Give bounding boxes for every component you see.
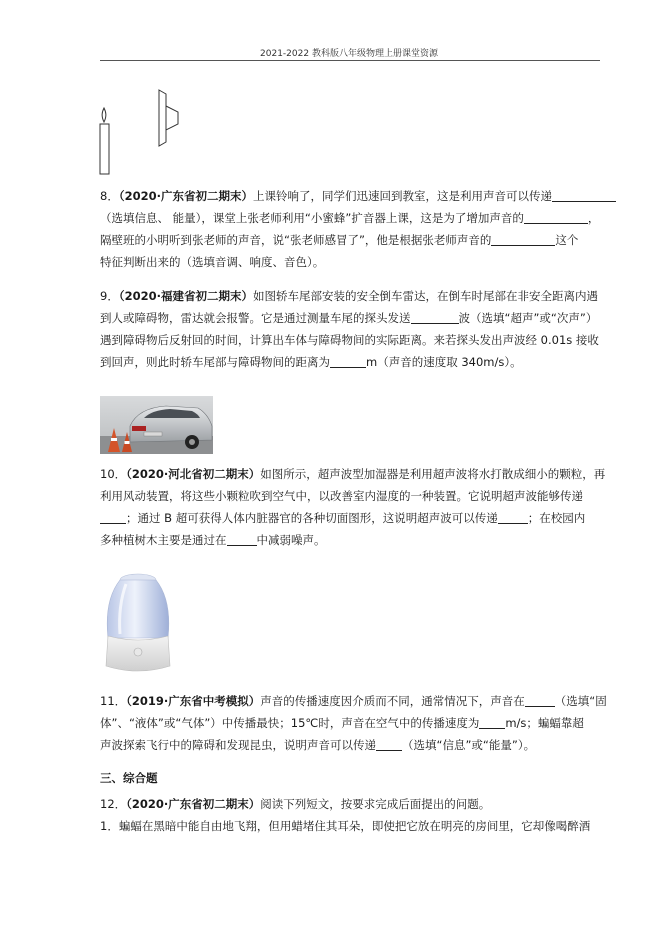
question-9-text-4b: m（声音的速度取 340m/s）。: [366, 355, 522, 369]
section-heading: 三、综合题: [100, 771, 158, 785]
question-9-source: （2020·福建省初二期末）: [118, 289, 253, 303]
car-rear-photo: [100, 396, 213, 454]
header-divider: [100, 60, 600, 61]
question-12-number: 12．: [100, 797, 127, 811]
question-11-text-3: 声波探索飞行中的障碍和发现昆虫，说明声音可以传递: [100, 738, 376, 752]
question-11-text-3b: （选填“信息”或“能量”）。: [402, 738, 536, 752]
question-10-text-3: ；通过 B 超可获得人体内脏器官的各种切面图形，这说明超声波可以传递: [126, 511, 498, 525]
answer-blank[interactable]: [479, 715, 505, 729]
question-11-text-2: 体”、“液体”或“气体”）中传播最快；15℃时，声音在空气中的传播速度为: [100, 716, 480, 730]
answer-blank[interactable]: [498, 510, 528, 524]
answer-blank[interactable]: [330, 354, 366, 368]
question-8-number: 8．: [100, 189, 119, 203]
question-10-text-3b: ；在校园内: [527, 511, 586, 525]
candle-speaker-figure: [95, 88, 190, 178]
question-8-text-2: （选填信息、 能量），课堂上张老师利用“小蜜蜂”扩音器上课，这是为了增加声音的: [100, 211, 524, 225]
question-11-text-1: 声音的传播速度因介质而不同，通常情况下，声音在: [260, 694, 525, 708]
question-10-source: （2020·河北省初二期末）: [126, 467, 261, 481]
question-9: [100, 285, 600, 373]
answer-blank[interactable]: [524, 210, 588, 224]
humidifier-photo: [98, 570, 178, 680]
question-11-source: （2019·广东省中考模拟）: [126, 694, 261, 708]
question-8-text-3: 隔壁班的小明听到张老师的声音，说“张老师感冒了”，他是根据张老师声音的: [100, 233, 492, 247]
speaker-icon: [159, 90, 178, 146]
question-9-text-2b: 波（选填“超声”或“次声”）: [458, 311, 598, 325]
question-12-text-2: 1．蝙蝠在黑暗中能自由地飞翔，但用蜡堵住其耳朵，即使把它放在明亮的房间里，它却像喝醉酒: [100, 819, 591, 833]
question-11: [100, 690, 607, 756]
question-10-text-4: 多种植树木主要是通过在: [100, 533, 227, 547]
answer-blank[interactable]: [411, 310, 459, 324]
question-8: [100, 185, 600, 273]
question-8-text-1: 上课铃响了，同学们迅速回到教室，这是利用声音可以传递: [252, 189, 552, 203]
question-8-source: （2020·广东省初二期末）: [118, 189, 253, 203]
question-10-text-4b: 中减弱噪声。: [256, 533, 326, 547]
question-8-text-3b: 这个: [555, 233, 579, 247]
question-10-text-1: 如图所示，超声波型加湿器是利用超声波将水打散成细小的颗粒，再: [260, 467, 606, 481]
question-10: [100, 463, 606, 551]
answer-blank[interactable]: [227, 532, 257, 546]
question-11-number: 11．: [100, 694, 127, 708]
answer-blank[interactable]: [525, 693, 555, 707]
question-9-text-2: 到人或障碍物，雷达就会报警。它是通过测量车尾的探头发送: [100, 311, 411, 325]
question-9-text-4: 到回声，则此时轿车尾部与障碍物间的距离为: [100, 355, 330, 369]
question-10-text-2: 利用风动装置，将这些小颗粒吹到空气中，以改善室内湿度的一种装置。它说明超声波能够传递: [100, 489, 583, 503]
question-9-text-3: 遇到障碍物后反射回的时间，计算出车体与障碍物间的实际距离。来若探头发出声波经 0.01s 接收: [100, 333, 599, 347]
candle-icon: [100, 108, 109, 174]
question-12-source: （2020·广东省初二期末）: [126, 797, 261, 811]
answer-blank[interactable]: [376, 737, 402, 751]
question-8-text-2b: ，: [587, 211, 600, 225]
page-header-title: 2021-2022 教科版八年级物理上册课堂资源: [260, 49, 438, 59]
question-11-text-2b: m/s；蝙蝠靠超: [505, 716, 584, 730]
answer-blank[interactable]: [552, 188, 616, 202]
answer-blank[interactable]: [100, 510, 126, 524]
question-12: [100, 793, 600, 837]
question-8-text-4: 特征判断出来的（选填音调、响度、音色）。: [100, 255, 325, 269]
question-11-text-1b: （选填“固: [554, 694, 607, 708]
answer-blank[interactable]: [491, 232, 555, 246]
question-9-text-1: 如图轿车尾部安装的安全倒车雷达，在倒车时尾部在非安全距离内遇: [252, 289, 598, 303]
question-12-text-1: 阅读下列短文，按要求完成后面提出的问题。: [260, 797, 491, 811]
question-9-number: 9．: [100, 289, 119, 303]
question-10-number: 10．: [100, 467, 127, 481]
